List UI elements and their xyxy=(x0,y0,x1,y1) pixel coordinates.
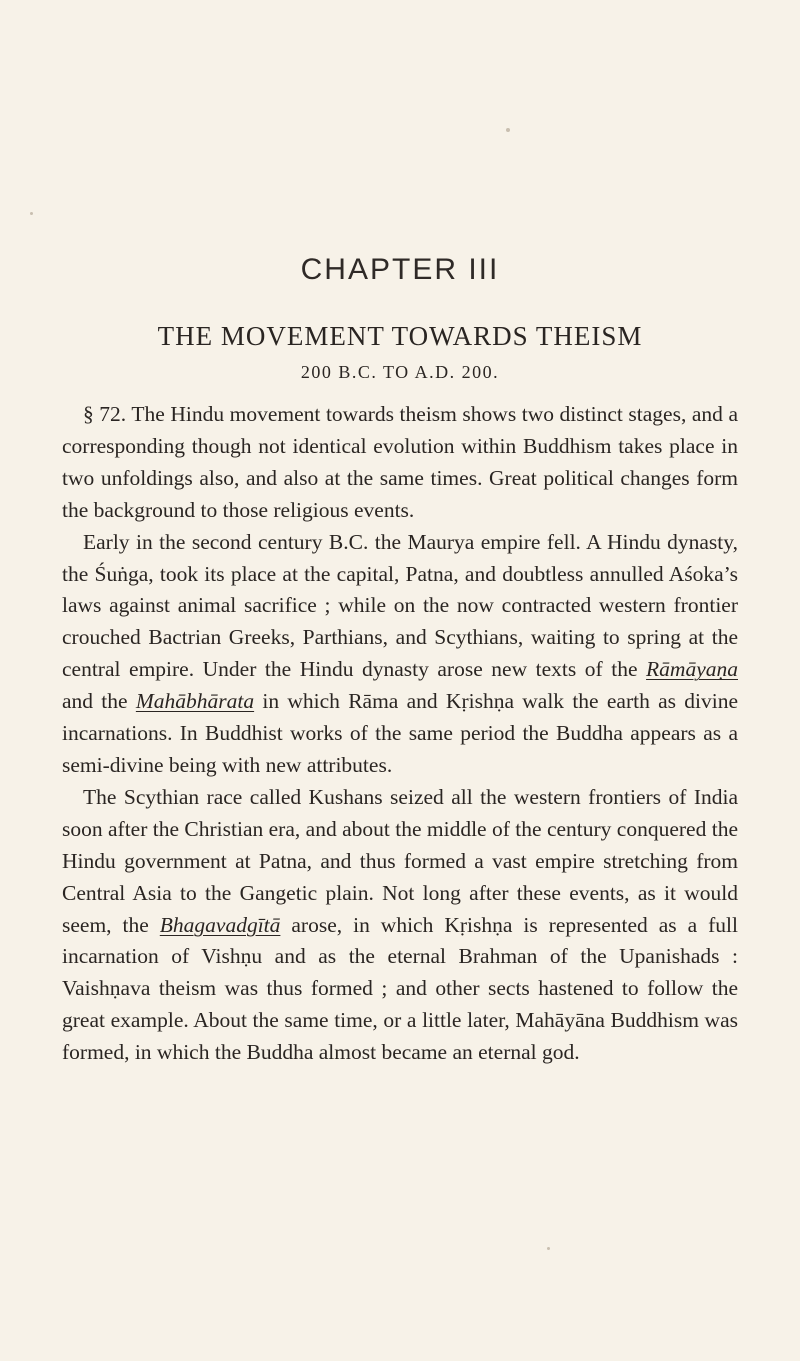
chapter-dates: 200 B.C. TO A.D. 200. xyxy=(300,362,500,382)
paper-speck xyxy=(30,212,33,215)
paragraph-2 xyxy=(62,527,738,782)
chapter-body xyxy=(62,399,738,1069)
paper-speck xyxy=(547,1247,550,1250)
chapter-number: CHAPTER III xyxy=(300,253,500,286)
paragraph-2-and: and the xyxy=(62,689,128,714)
ramayana-title: Rāmāyaṇa xyxy=(646,657,738,682)
paper-speck xyxy=(506,128,510,132)
paragraph-2-text-a: Early in the second century B.C. the Maurya empire fell. A Hindu dynasty, the Śuṅga, took its place at the capital, Patna, and doubtless annulled Aśoka’s laws against animal sacrifice ; while on the now contracted western frontier crouched Bactrian Greeks, Parthians, and Scythians, waiting to spring at the central empire. Under the Hindu dynasty arose new texts of the xyxy=(62,529,738,682)
mahabharata-title: Mahābhārata xyxy=(135,689,255,714)
bhagavadgita-title: Bhagavadgītā xyxy=(159,912,281,937)
paragraph-3-text-a: The Scythian race called Kushans seized all the western frontiers of India soon after the Christian era, and about the middle of the century conquered the Hindu government at Patna, and thus formed a vast empire stretching from Central Asia to the Gangetic plain. Not long after these events, as it would seem, the xyxy=(62,784,738,937)
paragraph-3-text-b: arose, in which Kṛishṇa is represented as a full incarnation of Vishṇu and as the eternal Brahman of the Upanishads : Vaishṇava theism was thus formed ; and other sects hastened to follow the great example. About the same time, or a little later, Mahāyāna Buddhism was formed, in which the Buddha almost became an eternal god. xyxy=(62,912,738,1065)
paragraph-3 xyxy=(62,782,738,1069)
paragraph-1-text: The Hindu movement towards theism shows two distinct stages, and a corresponding though not identical evolution within Buddhism takes place in two unfoldings also, and also at the same times. Great political changes form the background to those religious events. xyxy=(62,402,739,522)
section-marker: § 72. xyxy=(83,402,127,426)
paragraph-1 xyxy=(62,399,738,527)
paragraph-2-text-b: in which Rāma and Kṛishṇa walk the earth as divine incarnations. In Buddhist works of the same period the Buddha appears as a semi-divine being with new attributes. xyxy=(62,689,739,777)
chapter-title: THE MOVEMENT TOWARDS THEISM xyxy=(157,321,643,351)
